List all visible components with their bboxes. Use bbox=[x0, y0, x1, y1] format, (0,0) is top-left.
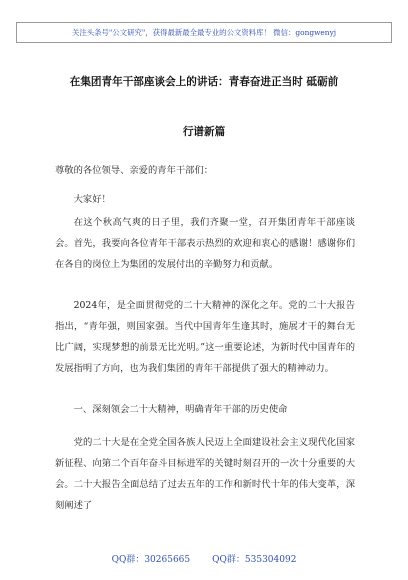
section-heading-1: 一、深刻领会二十大精神，明确青年干部的历史使命 bbox=[73, 404, 288, 415]
paragraph-opening: 在这个秋高气爽的日子里，我们齐聚一堂，召开集团青年干部座谈会。首先，我要向各位青年干部表示热烈的欢迎和衷心的感谢！感谢你们在各自的岗位上为集团的发展付出的辛勤努力和贡献。 bbox=[55, 217, 355, 270]
header-banner: 关注头条号"公文研究"，获得最新最全最专业的公文资料库！ 微信：gongwenyj bbox=[16, 22, 392, 43]
greeting: 大家好！ bbox=[73, 194, 111, 205]
salutation: 尊敬的各位领导、亲爱的青年干部们： bbox=[55, 165, 214, 176]
paragraph-2024: 2024年，是全面贯彻党的二十大精神的深化之年。党的二十大报告指出，“青年强，则国家强。当代中国青年生逢其时，施展才干的舞台无比广阔，实现梦想的前景无比光明。”这一重要论述，为新时代中国青年的发展指明了方向，也为我们集团的青年干部提供了强大的精神动力。 bbox=[55, 300, 355, 374]
document-title-line-2: 行谱新篇 bbox=[182, 126, 226, 138]
footer-qq-groups bbox=[0, 552, 408, 565]
paragraph-twentieth-congress: 党的二十大是在全党全国各族人民迈上全面建设社会主义现代化国家新征程、向第二个百年奋斗目标进军的关键时刻召开的一次十分重要的大会。二十大报告全面总结了过去五年的工作和新时代十年的伟大变革，深刻阐述了 bbox=[55, 437, 355, 511]
footer-qq-group-2: QQ群：535304092 bbox=[212, 555, 297, 565]
document-title-line-1: 在集团青年干部座谈会上的讲话：青春奋进正当时 砥砺前 bbox=[69, 76, 339, 88]
footer-qq-group-1: QQ群：30265665 bbox=[111, 555, 191, 565]
